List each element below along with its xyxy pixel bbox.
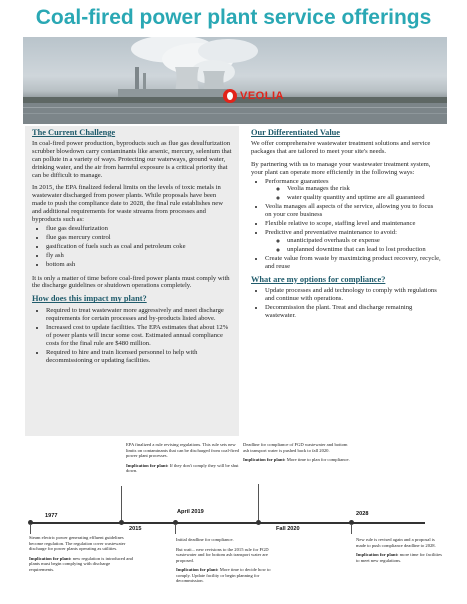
timeline-event-2028 <box>356 537 444 563</box>
list-item: ◦ unanticipated overhauls or expense <box>287 237 441 245</box>
implication-text: more time for facilities to meet new regulations. <box>356 552 442 563</box>
timeline-year: 2015 <box>129 526 142 532</box>
regulation-timeline <box>0 440 467 604</box>
implication-label: Implication for plant: <box>126 462 169 468</box>
challenge-paragraph-2: In 2015, the EPA finalized federal limits on the levels of toxic metals in wastewater discharged from power plants. While proposals have been made to push the compliance date to 2028, the final rule establishes new and additional requirements for waste streams from processes and byproducts such as: <box>32 184 223 224</box>
list-item: • Create value from waste by maximizing product recovery, recycle, and reuse <box>265 255 441 271</box>
timeline-year: Fall 2020 <box>276 526 300 532</box>
sub-list <box>265 237 441 254</box>
implication-text: More time to decide how to comply. Update facility or begin planning for decommission. <box>176 567 271 583</box>
timeline-year: 2028 <box>356 511 369 517</box>
heading-compliance-options: What are my options for compliance? <box>251 274 386 284</box>
page-title: Coal-fired power plant service offerings <box>35 6 432 29</box>
veolia-logo-icon <box>223 89 237 103</box>
list-item: • Veolia manages all aspects of the service, allowing you to focus on your core business <box>265 203 441 219</box>
heading-differentiated-value: Our Differentiated Value <box>251 128 341 137</box>
sub-list <box>265 185 441 202</box>
value-paragraph-2: By partnering with us to manage your wastewater treatment system, your plant can operate more efficiently in the following ways: <box>251 160 431 176</box>
timeline-axis <box>30 522 425 524</box>
byproducts-list <box>32 225 232 269</box>
timeline-event-2015 <box>126 442 242 474</box>
timeline-stem <box>351 524 352 534</box>
list-item: • flue gas mercury control <box>46 234 232 242</box>
event-text: Steam electric power generating effluent guidelines become regulation. The regulation cover wastewater discharge for power plants operating as utilities. <box>29 535 126 551</box>
list-item: • flue gas desulfurization <box>46 225 232 233</box>
timeline-marker <box>256 520 261 525</box>
value-list <box>251 178 441 271</box>
challenge-paragraph-3: It is only a matter of time before coal-fired power plants must comply with the discharge guidelines or shutdown operations completely. <box>32 274 230 290</box>
left-column <box>25 126 239 436</box>
power-plant-photo <box>23 37 447 124</box>
list-item-label: Performance guarantees <box>265 177 329 185</box>
event-text: New rule is revised again and a proposal is made to push compliance deadline to 2028. <box>356 537 436 548</box>
list-item: • fly ash <box>46 252 232 260</box>
timeline-year: April 2019 <box>177 509 204 515</box>
timeline-year: 1977 <box>45 513 58 519</box>
list-item: • Decommission the plant. Treat and discharge remaining wastewater. <box>265 304 441 320</box>
implication-label: Implication for plant: <box>243 457 286 462</box>
list-item: ◦ unplanned downtime that can lead to lost production <box>287 246 441 254</box>
event-text: Initial deadline for compliance. <box>176 537 234 542</box>
event-text: EPA finalized a rule revising regulations. This rule sets new limits on contaminants that can be discharged from coal-fired power plant processes. <box>126 442 239 458</box>
options-list <box>251 287 441 320</box>
heading-impact: How does this impact my plant? <box>32 294 147 304</box>
timeline-event-1977 <box>29 535 135 572</box>
event-implication <box>243 457 351 463</box>
timeline-event-2020 <box>243 442 351 463</box>
right-column <box>247 126 445 327</box>
title-bar <box>0 0 467 36</box>
heading-current-challenge: The Current Challenge <box>32 128 116 137</box>
event-text-2: But wait... new revisions to the 2015 rule for FGD wastewater and for bottom ash transport water are proposed. <box>176 546 269 563</box>
list-item <box>265 229 441 254</box>
list-item: ◦ water quality quantity and uptime are all guaranteed <box>287 194 441 202</box>
implication-label: Implication for plant: <box>176 567 219 572</box>
challenge-paragraph-1: In coal-fired power production, byproducts such as flue gas desulfurization scrubber blowdown carry contaminants like arsenic, mercury, selenium that can pollute in a variety of ways. Protecting our waterways, ground water, drinking water, and the air from harmful exposure is a critical priority that can be difficult to manage. <box>32 139 232 179</box>
timeline-marker <box>119 520 124 525</box>
event-implication <box>126 463 242 474</box>
list-item: • Increased cost to update facilities. The EPA estimates that about 12% of power plants will incur some cost. Estimated annual compliance costs for the final rule are $480 million. <box>46 324 232 348</box>
veolia-logo-text: VEOLIA <box>240 90 284 102</box>
implication-text: More time to plan for compliance. <box>286 457 350 462</box>
list-item <box>265 178 441 203</box>
list-item: • bottom ash <box>46 261 232 269</box>
list-item: • gasification of fuels such as coal and petroleum coke <box>46 243 232 251</box>
timeline-stem <box>175 524 176 534</box>
list-item-label: Predictive and preventative maintenance to avoid: <box>265 228 398 236</box>
list-item: • Update processes and add technology to comply with regulations and continue with operations. <box>265 287 441 303</box>
veolia-logo <box>223 89 284 103</box>
impact-list <box>32 307 232 364</box>
timeline-stem <box>258 484 259 520</box>
implication-label: Implication for plant: <box>356 552 399 557</box>
timeline-stem <box>121 486 122 520</box>
list-item: • Required to hire and train licensed personnel to help with decommissioning or updating facilities. <box>46 349 232 365</box>
implication-label: Implication for plant: <box>29 555 72 561</box>
event-implication <box>176 567 276 584</box>
event-text: Deadline for compliance of FGD wastewater and bottom ash transport water is pushed back to fall 2020. <box>243 442 348 453</box>
event-implication <box>29 556 135 573</box>
list-item: ◦ Veolia manages the risk <box>287 185 441 193</box>
list-item: • Required to treat wastewater more aggressively and meet discharge requirements for certain processes and by-products listed above. <box>46 307 232 323</box>
implication-text: new regulation is introduced and plants must begin complying with discharge requirements. <box>29 555 133 572</box>
list-item: • Flexible relative to scope, staffing level and maintenance <box>265 220 441 228</box>
event-implication <box>356 552 444 563</box>
value-paragraph-1: We offer comprehensive wastewater treatment solutions and service packages that are tailored to meet your site's needs. <box>251 139 431 155</box>
timeline-event-2019 <box>176 537 276 584</box>
timeline-stem <box>30 524 31 534</box>
implication-text: If they don't comply they will be shut down. <box>126 462 239 473</box>
power-plant-illustration <box>23 37 447 124</box>
